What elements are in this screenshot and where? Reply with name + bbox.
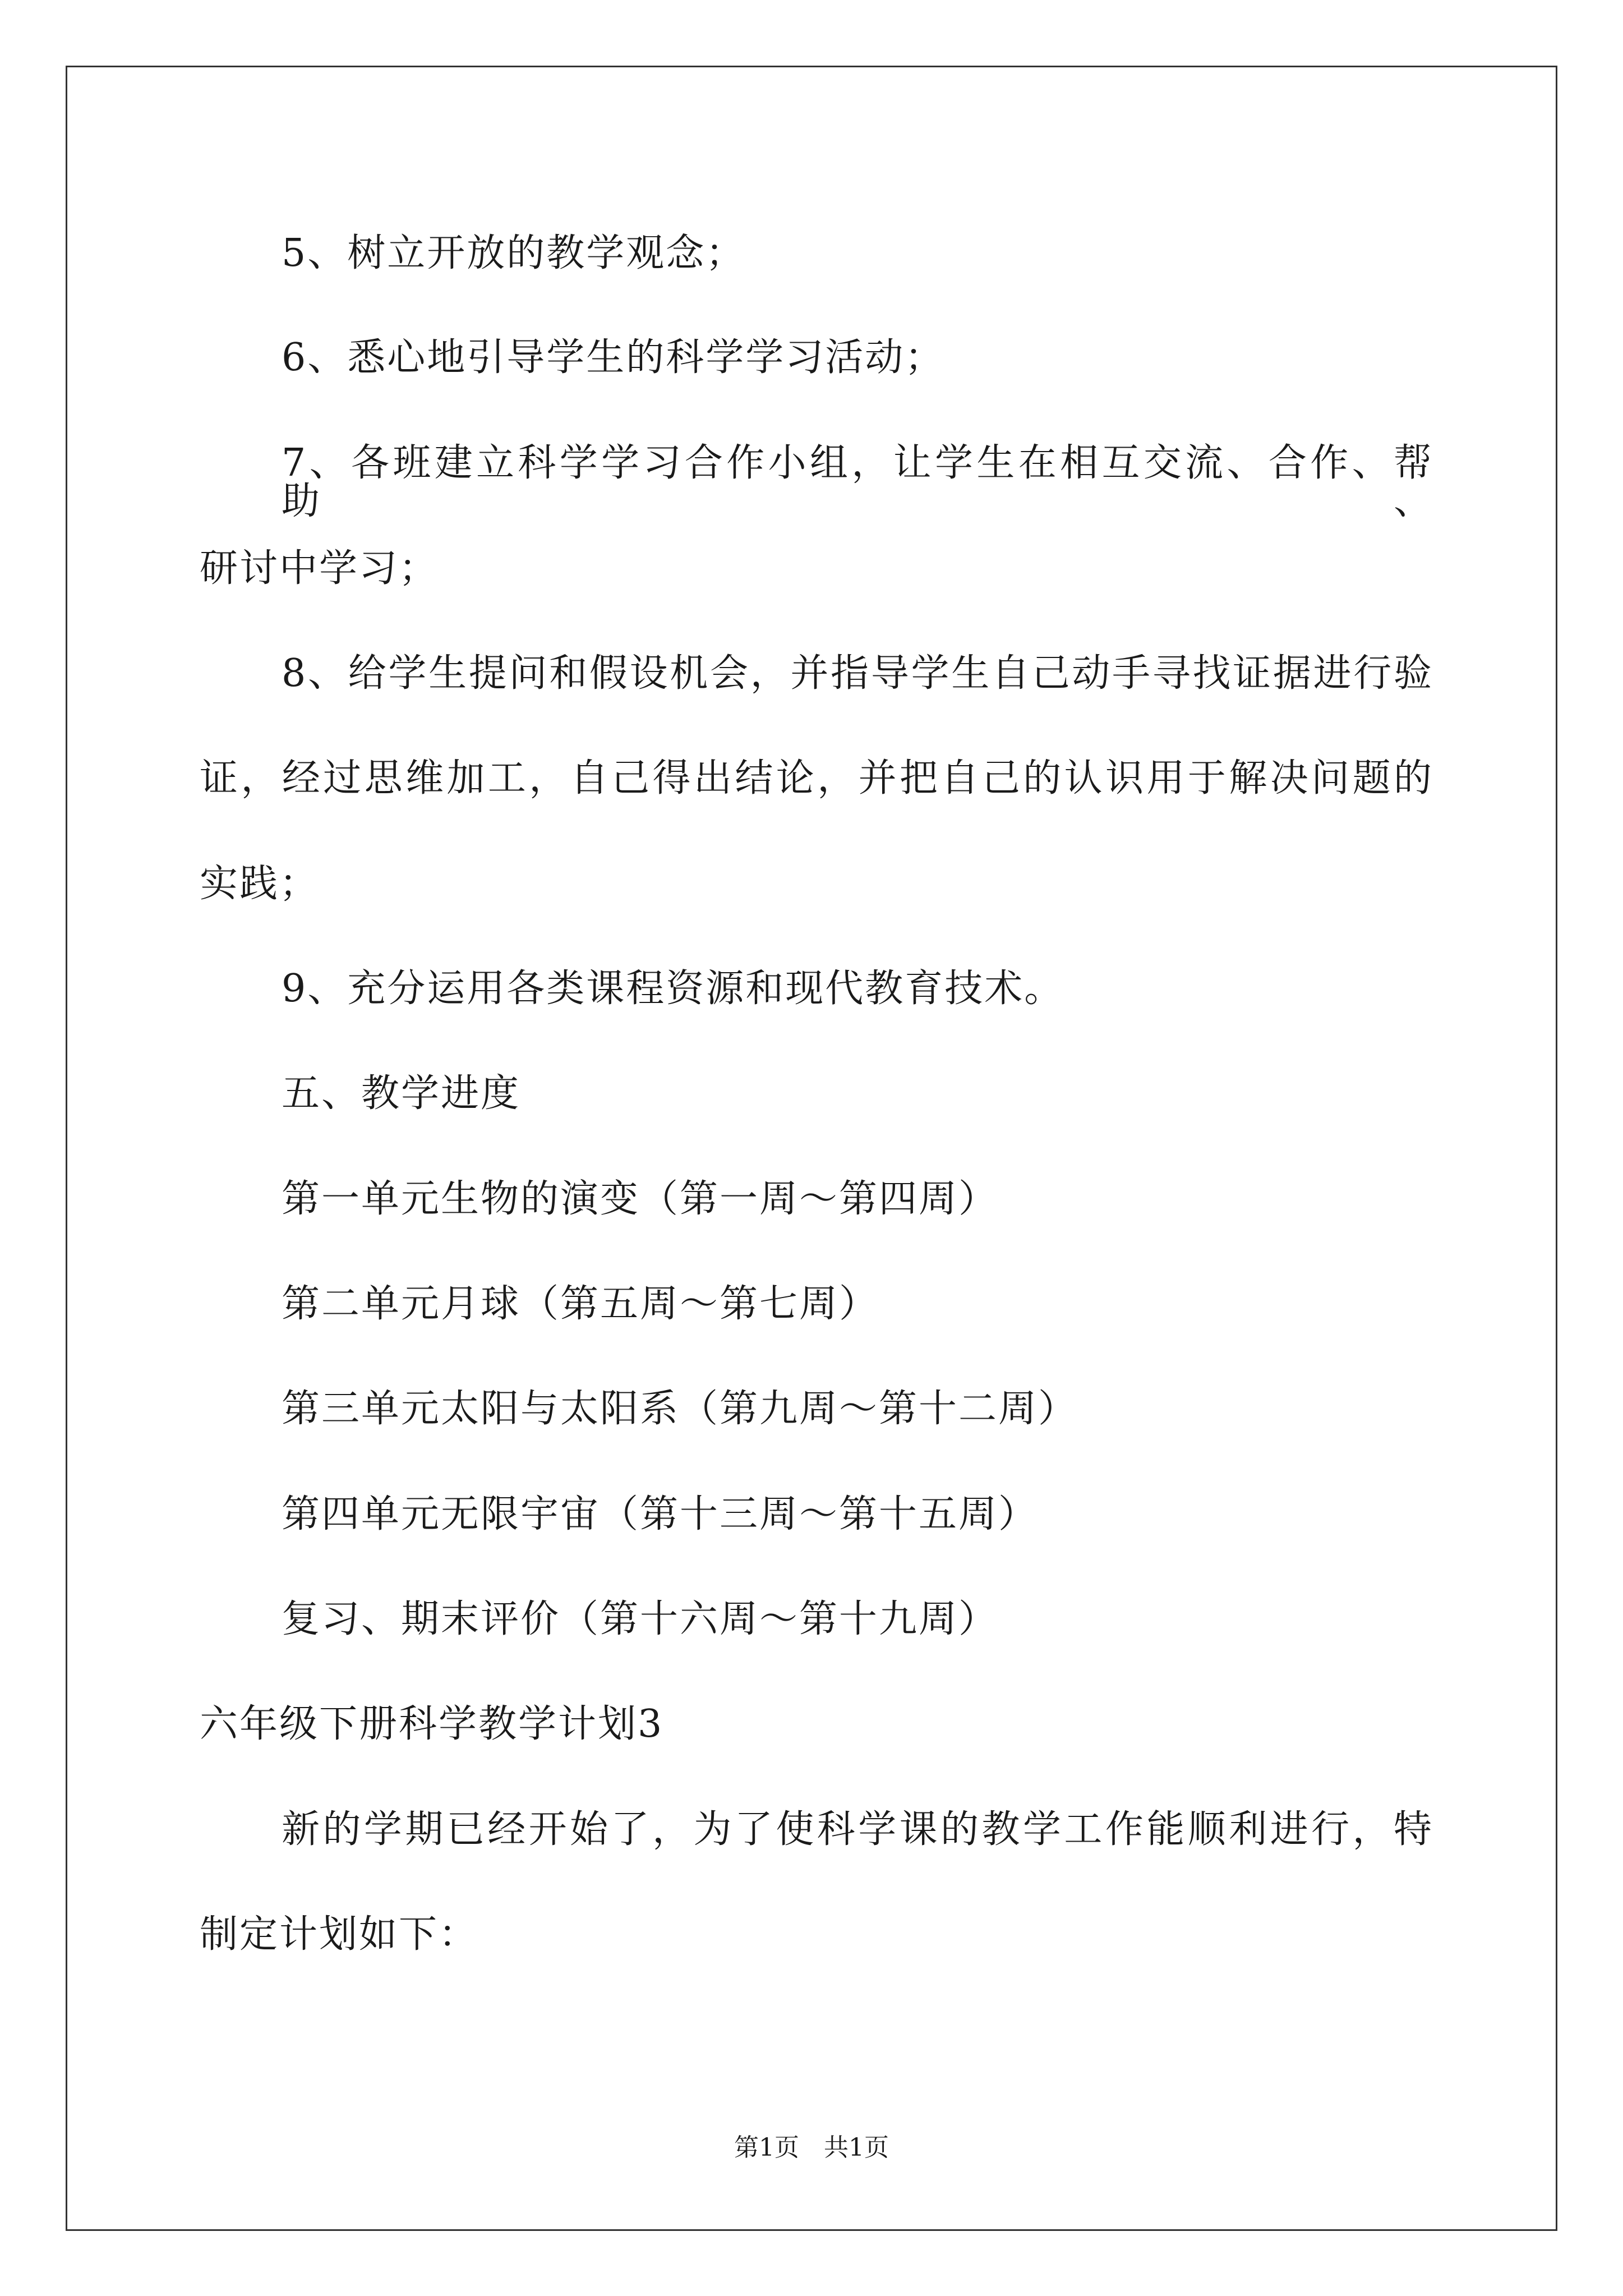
paragraph-line: 研讨中学习； [200,546,439,591]
paragraph-line: 新的学期已经开始了，为了使科学课的教学工作能顺利进行，特 [282,1807,1433,1852]
section-heading: 五、教学进度 [282,1071,521,1116]
schedule-item: 复习、期末评价（第十六周～第十九周） [282,1597,999,1641]
paragraph-line: 制定计划如下： [200,1912,479,1957]
document-title: 六年级下册科学教学计划3 [200,1702,664,1746]
schedule-item: 第二单元月球（第五周～第七周） [282,1282,879,1326]
paragraph-line: 5、树立开放的教学观念； [282,231,746,275]
paragraph-line: 6、悉心地引导学生的科学学习活动； [282,335,945,380]
paragraph-line: 实践； [200,862,320,906]
schedule-item: 第一单元生物的演变（第一周～第四周） [282,1177,999,1221]
schedule-item: 第三单元太阳与太阳系（第九周～第十二周） [282,1387,1078,1431]
page-number-footer: 第1页 共1页 [734,2133,889,2162]
paragraph-line: 证，经过思维加工，自己得出结论，并把自己的认识用于解决问题的 [200,756,1433,800]
paragraph-line: 7、各班建立科学学习合作小组，让学生在相互交流、合作、帮助、 [282,441,1433,523]
paragraph-line: 8、给学生提问和假设机会，并指导学生自己动手寻找证据进行验 [282,651,1433,696]
document-body [200,0,1433,2296]
paragraph-line: 9、充分运用各类课程资源和现代教育技术。 [282,967,1064,1011]
schedule-item: 第四单元无限宇宙（第十三周～第十五周） [282,1492,1039,1536]
